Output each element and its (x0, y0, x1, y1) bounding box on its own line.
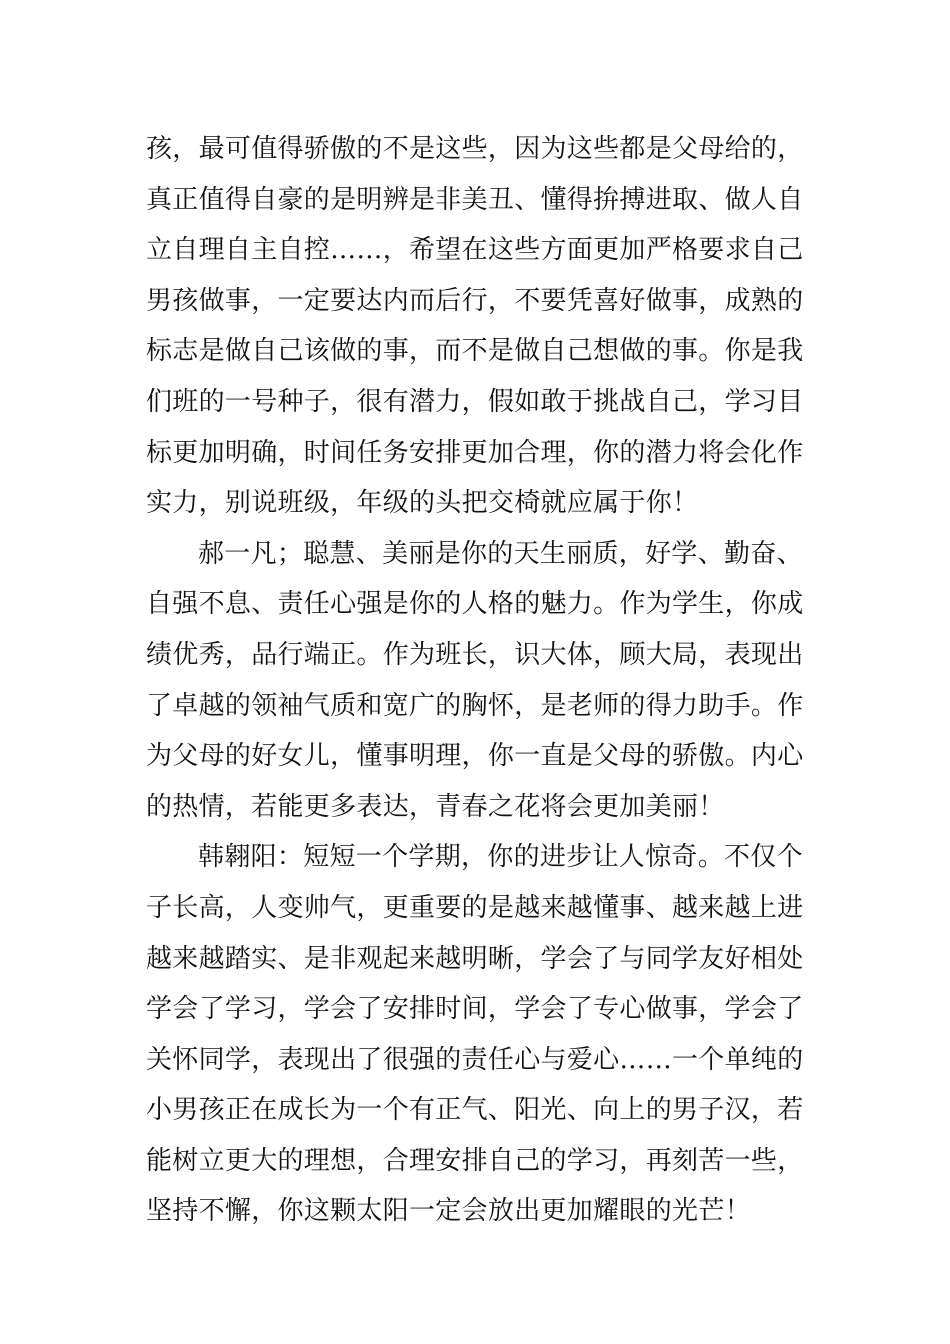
paragraph-1-line-6: 们班的一号种子，很有潜力，假如敢于挑战自己，学习目 (146, 386, 804, 417)
paragraph-3-line-6: 小男孩正在成长为一个有正气、阳光、向上的男子汉，若 (146, 1095, 804, 1126)
paragraph-3-line-7: 能树立更大的理想，合理安排自己的学习，再刻苦一些， (146, 1145, 804, 1176)
paragraph-3-line-3: 越来越踏实、是非观起来越明晰，学会了与同学友好相处 (146, 943, 804, 974)
paragraph-2-line-5: 为父母的好女儿，懂事明理，你一直是父母的骄傲。内心 (146, 741, 804, 772)
paragraph-2-line-1: 郝一凡；聪慧、美丽是你的天生丽质，好学、勤奋、 (198, 538, 803, 569)
paragraph-1-line-3: 立自理自主自控……，希望在这些方面更加严格要求自己 (146, 235, 804, 266)
paragraph-2-line-4: 了卓越的领袖气质和宽广的胸怀，是老师的得力助手。作 (146, 690, 804, 721)
paragraph-1-line-5: 标志是做自己该做的事，而不是做自己想做的事。你是我 (146, 336, 804, 367)
paragraph-3-line-5: 关怀同学，表现出了很强的责任心与爱心……一个单纯的 (146, 1044, 804, 1075)
paragraph-1-line-8: 实力，别说班级，年级的头把交椅就应属于你！ (146, 488, 699, 519)
paragraph-1-line-2: 真正值得自豪的是明辨是非美丑、懂得拚搏进取、做人自 (146, 184, 804, 215)
paragraph-2-line-6: 的热情，若能更多表达，青春之花将会更加美丽！ (146, 791, 725, 822)
paragraph-3-line-4: 学会了学习，学会了安排时间，学会了专心做事，学会了 (146, 994, 804, 1025)
paragraph-3-line-1: 韩翱阳：短短一个学期，你的进步让人惊奇。不仅个 (198, 842, 803, 873)
paragraph-3-line-8: 坚持不懈，你这颗太阳一定会放出更加耀眼的光芒！ (146, 1196, 751, 1227)
paragraph-1-line-7: 标更加明确，时间任务安排更加合理，你的潜力将会化作 (146, 437, 804, 468)
document-body (146, 124, 816, 1237)
paragraph-1-line-4: 男孩做事，一定要达内而后行，不要凭喜好做事，成熟的 (146, 285, 804, 316)
paragraph-1-line-1: 孩，最可值得骄傲的不是这些，因为这些都是父母给的， (146, 134, 804, 164)
paragraph-3-line-2: 子长高，人变帅气，更重要的是越来越懂事、越来越上进 (146, 892, 804, 923)
paragraph-2-line-2: 自强不息、责任心强是你的人格的魅力。作为学生，你成 (146, 589, 804, 620)
paragraph-2-line-3: 绩优秀，品行端正。作为班长，识大体，顾大局，表现出 (146, 639, 804, 670)
